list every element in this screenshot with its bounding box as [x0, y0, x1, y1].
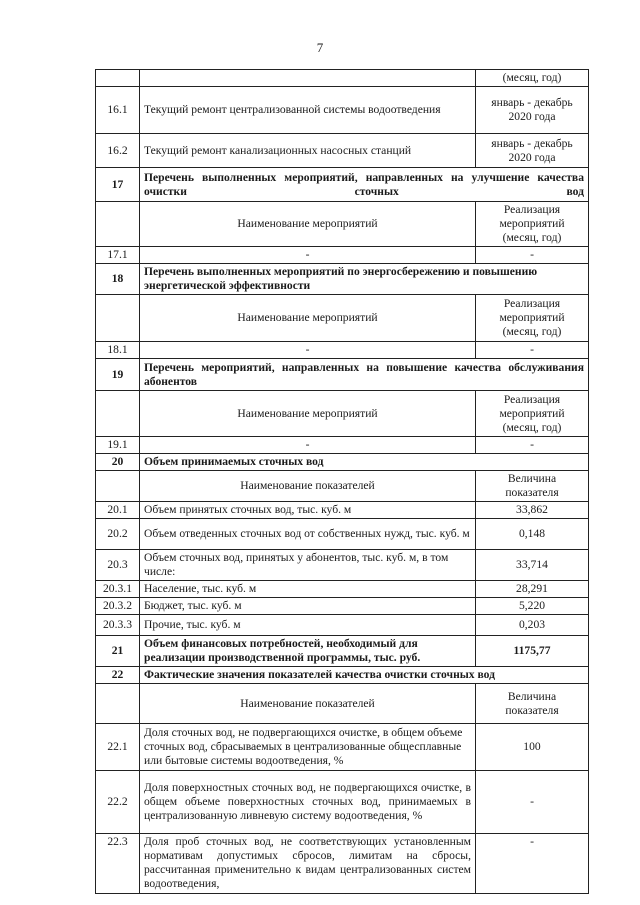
- cell-value: 0,148: [476, 519, 589, 550]
- row-description: Прочие, тыс. куб. м: [140, 615, 476, 636]
- section-row: [96, 264, 589, 295]
- row-number: 19.1: [96, 437, 140, 454]
- table-row: [96, 437, 589, 454]
- cell-value: 1175,77: [476, 636, 589, 667]
- column-header-value: Величина показателя: [476, 684, 589, 724]
- table-row: [96, 519, 589, 550]
- table-row: [96, 87, 589, 134]
- row-number: 18.1: [96, 342, 140, 359]
- cell-value: -: [476, 247, 589, 264]
- row-number: 22.2: [96, 771, 140, 834]
- table-row: [96, 295, 589, 342]
- section-number: 19: [96, 359, 140, 391]
- column-header-value: Величина показателя: [476, 471, 589, 502]
- cell-value: 28,291: [476, 581, 589, 598]
- column-header-name: Наименование мероприятий: [140, 295, 476, 342]
- table-row: [96, 471, 589, 502]
- cell-value: -: [476, 834, 589, 894]
- table-row: [96, 502, 589, 519]
- cell-value: 0,203: [476, 615, 589, 636]
- table-row: [96, 615, 589, 636]
- cell-value: -: [476, 771, 589, 834]
- cell-value: -: [476, 437, 589, 454]
- page-number: 7: [316, 40, 324, 55]
- row-number: 20.3.3: [96, 615, 140, 636]
- row-description: -: [140, 437, 476, 454]
- table-row: [96, 598, 589, 615]
- row-description: Доля поверхностных сточных вод, не подвергающихся очистке, в общем объеме поверхностных сточных вод, принимаемых в централизованную ливневую систему водоотведения, %: [140, 771, 476, 834]
- table-row: [96, 684, 589, 724]
- cell-value: 5,220: [476, 598, 589, 615]
- section-row: [96, 168, 589, 202]
- section-title: Объем принимаемых сточных вод: [140, 454, 589, 471]
- section-title: Фактические значения показателей качества очистки сточных вод: [140, 667, 589, 684]
- column-header-name: Наименование мероприятий: [140, 391, 476, 437]
- row-description: Объем отведенных сточных вод от собственных нужд, тыс. куб. м: [140, 519, 476, 550]
- section-number: 21: [96, 636, 140, 667]
- section-title: Перечень выполненных мероприятий, направленных на улучшение качества очистки сточных вод: [140, 168, 589, 202]
- table-row: [96, 391, 589, 437]
- row-description: Текущий ремонт централизованной системы водоотведения: [140, 87, 476, 134]
- section-title: Перечень выполненных мероприятий по энергосбережению и повышению энергетической эффективности: [140, 264, 589, 295]
- column-header-name: Наименование показателей: [140, 471, 476, 502]
- row-description: Доля проб сточных вод, не соответствующих установленным нормативам допустимых сбросов, лимитам на сбросы, рассчитанная применительно к видам централизованных систем водоотведения,: [140, 834, 476, 894]
- section-row: [96, 454, 589, 471]
- cell-value: 33,862: [476, 502, 589, 519]
- cell-value: -: [476, 342, 589, 359]
- table-row: [96, 134, 589, 168]
- row-description: -: [140, 342, 476, 359]
- row-number: 22.3: [96, 834, 140, 894]
- row-number: 17.1: [96, 247, 140, 264]
- section-row: [96, 636, 589, 667]
- column-header-value: Реализация мероприятий (месяц, год): [476, 202, 589, 247]
- section-number: 22: [96, 667, 140, 684]
- row-number: 22.1: [96, 724, 140, 771]
- row-description: Объем принятых сточных вод, тыс. куб. м: [140, 502, 476, 519]
- section-number: 18: [96, 264, 140, 295]
- row-description: -: [140, 247, 476, 264]
- column-header-value: Реализация мероприятий (месяц, год): [476, 391, 589, 437]
- row-number: 20.3.1: [96, 581, 140, 598]
- row-description: Население, тыс. куб. м: [140, 581, 476, 598]
- row-description: Доля сточных вод, не подвергающихся очистке, в общем объеме сточных вод, сбрасываемых в централизованные общесплавные или бытовые системы водоотведения, %: [140, 724, 476, 771]
- cell-value: 33,714: [476, 550, 589, 581]
- row-number: 16.2: [96, 134, 140, 168]
- table-row: [96, 247, 589, 264]
- row-description: Объем сточных вод, принятых у абонентов, тыс. куб. м, в том числе:: [140, 550, 476, 581]
- row-number: 20.3.2: [96, 598, 140, 615]
- column-header-value: Реализация мероприятий (месяц, год): [476, 295, 589, 342]
- row-number: 16.1: [96, 87, 140, 134]
- row-number: 20.3: [96, 550, 140, 581]
- row-number: 20.2: [96, 519, 140, 550]
- table-row: [96, 771, 589, 834]
- row-description: Бюджет, тыс. куб. м: [140, 598, 476, 615]
- section-title: Объем финансовых потребностей, необходимый для реализации производственной программы, тыс. руб.: [140, 636, 476, 667]
- section-number: 17: [96, 168, 140, 202]
- table-row: [96, 70, 589, 87]
- row-number: 20.1: [96, 502, 140, 519]
- cell-value: январь - декабрь 2020 года: [476, 134, 589, 168]
- table-row: [96, 724, 589, 771]
- section-row: [96, 359, 589, 391]
- column-header-name: Наименование мероприятий: [140, 202, 476, 247]
- section-number: 20: [96, 454, 140, 471]
- table-row: [96, 202, 589, 247]
- section-title: Перечень мероприятий, направленных на повышение качества обслуживания абонентов: [140, 359, 589, 391]
- table-row: [96, 550, 589, 581]
- cell-value: январь - декабрь 2020 года: [476, 87, 589, 134]
- table-row: [96, 834, 589, 894]
- program-table: [95, 69, 589, 894]
- cell-value: 100: [476, 724, 589, 771]
- row-description: Текущий ремонт канализационных насосных станций: [140, 134, 476, 168]
- section-row: [96, 667, 589, 684]
- column-header-name: Наименование показателей: [140, 684, 476, 724]
- table-row: [96, 581, 589, 598]
- table-row: [96, 342, 589, 359]
- cell-value: (месяц, год): [476, 70, 589, 87]
